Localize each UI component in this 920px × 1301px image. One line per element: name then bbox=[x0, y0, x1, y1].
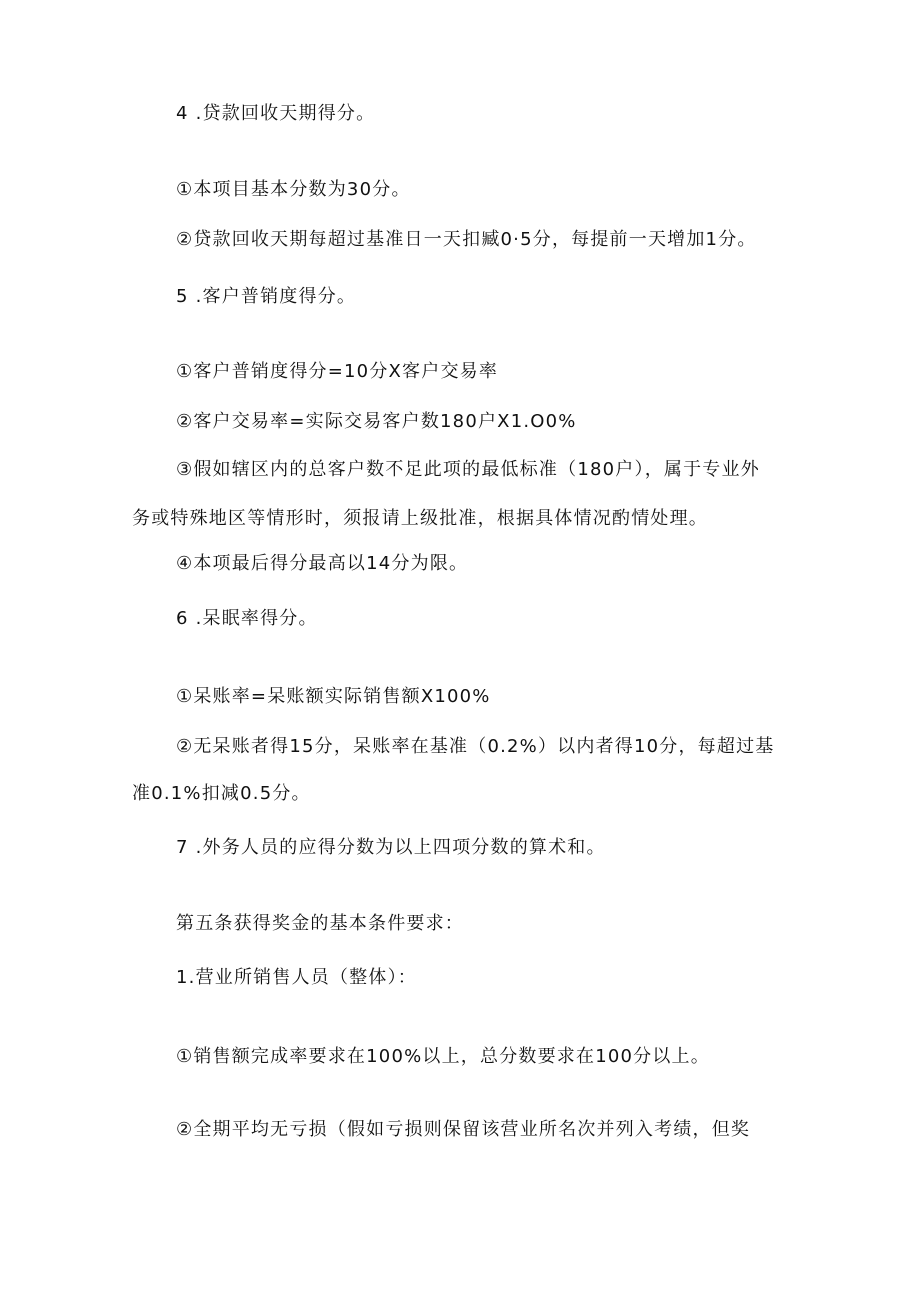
section-5-item-3-line-2: 务或特殊地区等情形时，须报请上级批准，根据具体情况酌情处理。 bbox=[132, 508, 708, 529]
section-6-heading: 6 .呆眠率得分。 bbox=[176, 608, 318, 629]
section-5-item-2: ②客户交易率=实际交易客户数180户X1.O0% bbox=[176, 411, 577, 432]
section-6-item-1: ①呆账率=呆账额实际销售额X100% bbox=[176, 686, 491, 707]
article-5-heading: 第五条获得奖金的基本条件要求： bbox=[176, 913, 464, 934]
section-6-item-2-line-1: ②无呆账者得15分，呆账率在基准（0.2%）以内者得10分，每超过基 bbox=[176, 736, 775, 757]
section-6-item-2-line-2: 准0.1%扣减0.5分。 bbox=[132, 783, 311, 804]
section-4-item-2: ②贷款回收天期每超过基准日一天扣臧0·5分，每提前一天增加1分。 bbox=[176, 229, 757, 250]
section-4-item-1: ①本项目基本分数为30分。 bbox=[176, 179, 411, 200]
sales-staff-item-2: ②全期平均无亏损（假如亏损则保留该营业所名次并列入考绩，但奖 bbox=[176, 1119, 751, 1140]
section-7-heading: 7 .外务人员的应得分数为以上四项分数的算术和。 bbox=[176, 837, 606, 858]
section-5-heading: 5 .客户普销度得分。 bbox=[176, 286, 357, 307]
sales-staff-subheading: 1.营业所销售人员（整体）： bbox=[176, 967, 417, 988]
sales-staff-item-1: ①销售额完成率要求在100%以上，总分数要求在100分以上。 bbox=[176, 1046, 710, 1067]
section-5-item-3-line-1: ③假如辖区内的总客户数不足此项的最低标准（180户），属于专业外 bbox=[176, 459, 760, 480]
section-4-heading: 4 .贷款回收天期得分。 bbox=[176, 103, 376, 124]
section-5-item-4: ④本项最后得分最高以14分为限。 bbox=[176, 553, 469, 574]
section-5-item-1: ①客户普销度得分=10分X客户交易率 bbox=[176, 361, 499, 382]
